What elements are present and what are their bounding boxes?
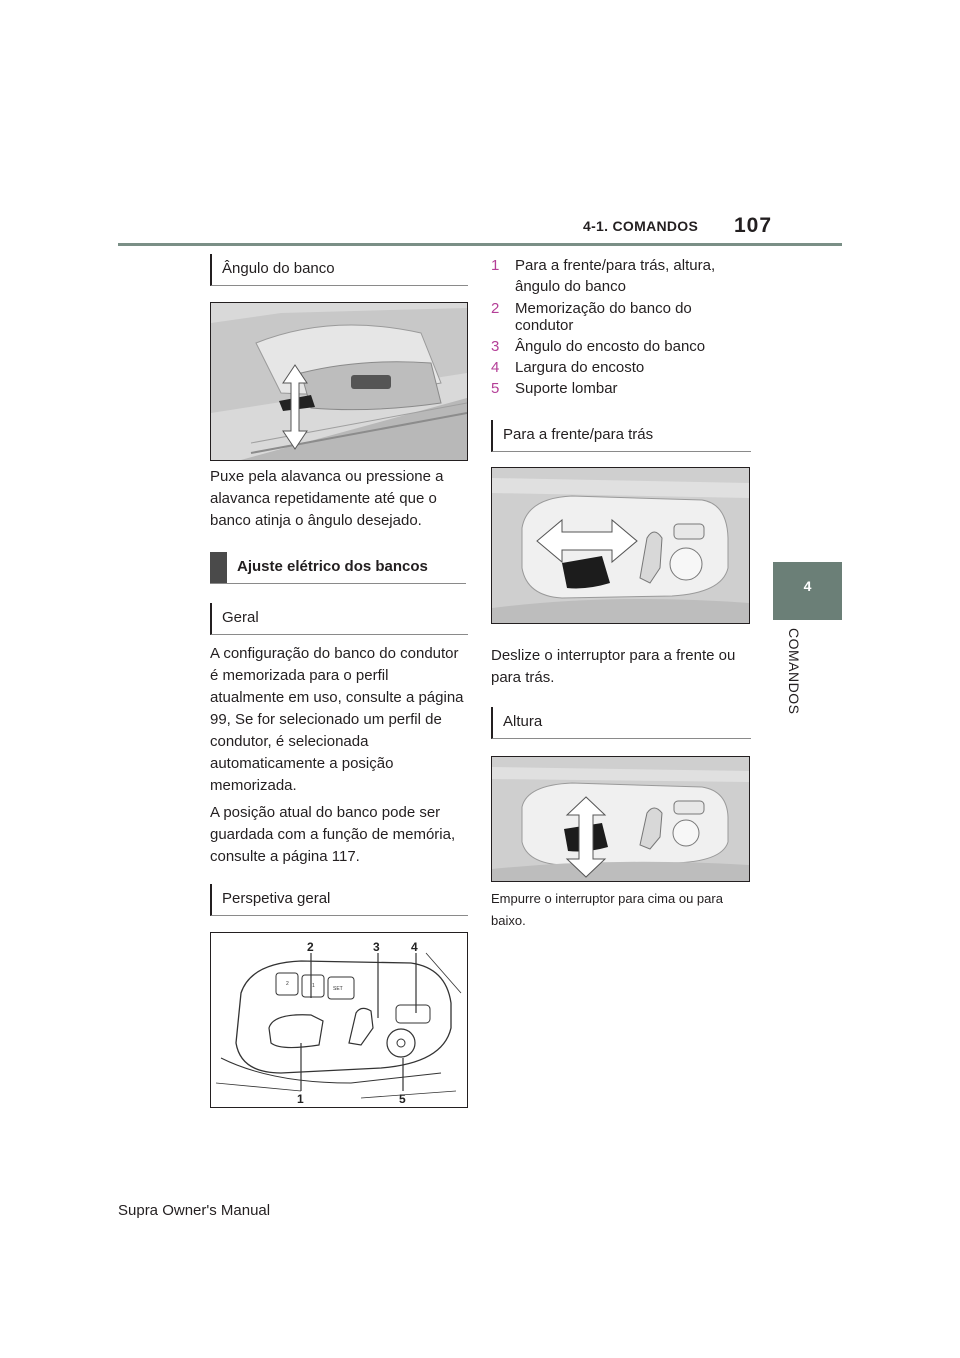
legend-text-5: Suporte lombar xyxy=(515,380,618,397)
callout-5: 5 xyxy=(399,1092,406,1106)
legend-number-5: 5 xyxy=(491,380,500,397)
height-figure xyxy=(491,756,750,882)
legend-item-3 xyxy=(491,336,749,357)
heading-general: Geral xyxy=(210,603,468,635)
heading-overview: Perspetiva geral xyxy=(210,884,468,916)
heading-electric-adjustment xyxy=(210,552,466,584)
height-instructions: Empurre o interruptor para cima ou para baixo. xyxy=(491,891,723,928)
overview-figure xyxy=(210,932,468,1108)
legend-item-1 xyxy=(491,255,749,297)
heading-height: Altura xyxy=(491,707,751,739)
header-divider xyxy=(118,243,842,246)
general-paragraph-2: A posição atual do banco pode ser guardada com a função de memória, consulte a página 117. xyxy=(210,804,456,865)
seat-angle-instructions: Puxe pela alavanca ou pressione a alavanca repetidamente até que o banco atinja o ângulo desejado. xyxy=(210,468,444,529)
memory-button-1-label: 1 xyxy=(312,983,315,989)
callout-1: 1 xyxy=(297,1092,304,1106)
legend-text-1: Para a frente/para trás, altura, ângulo do banco xyxy=(515,257,716,295)
controls-legend-list xyxy=(491,255,749,399)
forward-back-instructions: Deslize o interruptor para a frente ou para trás. xyxy=(491,647,736,686)
header-section-title: 4-1. COMANDOS xyxy=(583,218,699,234)
chapter-number: 4 xyxy=(803,578,812,594)
set-button-label: SET xyxy=(333,986,343,992)
legend-text-2: Memorização do banco do condutor xyxy=(515,300,692,334)
callout-4: 4 xyxy=(411,940,418,954)
page-number: 107 xyxy=(734,214,773,237)
height-switch-illustration xyxy=(492,757,749,881)
chapter-label xyxy=(778,628,808,728)
legend-number-4: 4 xyxy=(491,359,500,376)
general-paragraph-1: A configuração do banco do condutor é memorizada para o perfil atualmente em uso, consulte a página 99, Se for selecionado um perfil de condutor, é selecionada automaticamente a posição memorizada. xyxy=(210,645,464,794)
seat-angle-figure xyxy=(210,302,468,461)
forward-back-figure xyxy=(491,467,750,624)
legend-item-2 xyxy=(491,300,749,334)
heading-block-marker xyxy=(210,552,227,583)
legend-number-3: 3 xyxy=(491,338,500,355)
memory-button-2-label: 2 xyxy=(286,981,289,987)
heading-electric-text: Ajuste elétrico dos bancos xyxy=(237,558,428,575)
legend-text-3: Ângulo do encosto do banco xyxy=(515,338,706,355)
legend-item-5 xyxy=(491,378,749,399)
chapter-label-text: COMANDOS xyxy=(786,628,802,715)
legend-number-1: 1 xyxy=(491,257,500,274)
seat-lever-illustration xyxy=(211,303,467,460)
forward-back-switch-illustration xyxy=(492,468,749,623)
legend-item-4 xyxy=(491,357,749,378)
legend-number-2: 2 xyxy=(491,300,500,317)
legend-text-4: Largura do encosto xyxy=(515,359,645,376)
heading-forward-back: Para a frente/para trás xyxy=(491,420,751,452)
callout-2: 2 xyxy=(307,940,314,954)
seat-controls-line-drawing xyxy=(211,933,467,1107)
heading-seat-angle: Ângulo do banco xyxy=(210,254,468,286)
footer-manual-title: Supra Owner's Manual xyxy=(118,1202,271,1219)
callout-3: 3 xyxy=(373,940,380,954)
